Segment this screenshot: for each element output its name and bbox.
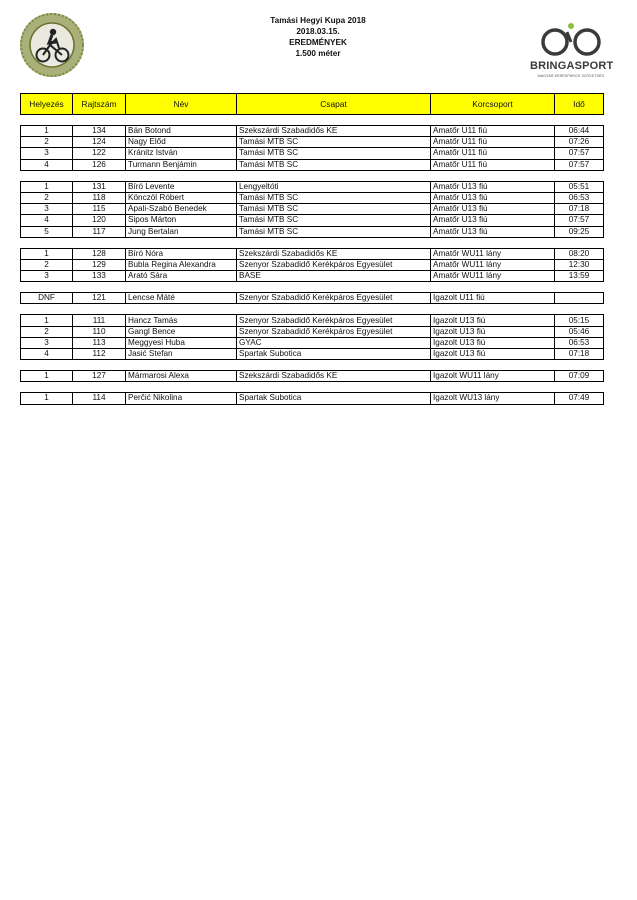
cell-placing: 1 bbox=[21, 181, 73, 192]
col-header-bib: Rajtszám bbox=[73, 94, 126, 115]
cell-bib: 110 bbox=[73, 326, 126, 337]
bicycle-icon bbox=[540, 22, 602, 58]
col-header-time: Idő bbox=[555, 94, 604, 115]
cell-placing: 3 bbox=[21, 337, 73, 348]
cell-bib: 120 bbox=[73, 215, 126, 226]
cell-placing: 3 bbox=[21, 148, 73, 159]
cell-time: 07:57 bbox=[555, 159, 604, 170]
cell-bib: 127 bbox=[73, 371, 126, 382]
cell-time: 05:15 bbox=[555, 315, 604, 326]
event-title: Tamási Hegyi Kupa 2018 bbox=[270, 16, 366, 25]
cell-bib: 111 bbox=[73, 315, 126, 326]
brand-name: BRINGASPORT bbox=[530, 60, 614, 72]
cell-bib: 117 bbox=[73, 226, 126, 237]
cell-category: Igazolt U11 fiú bbox=[431, 293, 555, 304]
results-table bbox=[20, 93, 604, 405]
group-spacer-cell bbox=[21, 237, 604, 248]
cell-bib: 129 bbox=[73, 259, 126, 270]
cell-placing: 2 bbox=[21, 137, 73, 148]
cell-team: Spartak Subotica bbox=[237, 393, 431, 404]
table-row bbox=[21, 349, 604, 360]
table-row bbox=[21, 148, 604, 159]
table-row bbox=[21, 126, 604, 137]
cell-team: Tamási MTB SC bbox=[237, 159, 431, 170]
cell-category: Igazolt WU13 lány bbox=[431, 393, 555, 404]
cell-bib: 121 bbox=[73, 293, 126, 304]
cell-team: Tamási MTB SC bbox=[237, 215, 431, 226]
cell-name: Gangl Bence bbox=[126, 326, 237, 337]
cell-placing: 1 bbox=[21, 393, 73, 404]
cell-time: 07:26 bbox=[555, 137, 604, 148]
table-row bbox=[21, 248, 604, 259]
cell-team: Szenyor Szabadidő Kerékpáros Egyesület bbox=[237, 259, 431, 270]
cell-placing: 5 bbox=[21, 226, 73, 237]
cell-placing: 1 bbox=[21, 315, 73, 326]
group-spacer bbox=[21, 237, 604, 248]
cell-placing: 3 bbox=[21, 204, 73, 215]
cell-team: Spartak Subotica bbox=[237, 349, 431, 360]
cell-category: Amatőr U13 fiú bbox=[431, 226, 555, 237]
cell-time: 08:20 bbox=[555, 248, 604, 259]
cell-category: Amatőr WU11 lány bbox=[431, 259, 555, 270]
cell-category: Amatőr WU11 lány bbox=[431, 271, 555, 282]
cell-name: Kránitz István bbox=[126, 148, 237, 159]
table-row bbox=[21, 204, 604, 215]
table-row bbox=[21, 326, 604, 337]
cell-category: Igazolt U13 fiú bbox=[431, 337, 555, 348]
cell-team: Tamási MTB SC bbox=[237, 204, 431, 215]
cell-placing: 2 bbox=[21, 192, 73, 203]
club-logo bbox=[19, 12, 85, 78]
cell-team: Szekszárdi Szabadidős KE bbox=[237, 248, 431, 259]
cell-category: Amatőr WU11 lány bbox=[431, 248, 555, 259]
cell-bib: 131 bbox=[73, 181, 126, 192]
cell-team: Szekszárdi Szabadidős KE bbox=[237, 126, 431, 137]
cell-category: Amatőr U13 fiú bbox=[431, 181, 555, 192]
cell-time: 06:44 bbox=[555, 126, 604, 137]
cell-team: Tamási MTB SC bbox=[237, 148, 431, 159]
cell-team: Szekszárdi Szabadidős KE bbox=[237, 371, 431, 382]
cell-time: 07:09 bbox=[555, 371, 604, 382]
group-spacer-cell bbox=[21, 282, 604, 293]
cell-team: Tamási MTB SC bbox=[237, 137, 431, 148]
table-row bbox=[21, 271, 604, 282]
group-spacer-cell bbox=[21, 382, 604, 393]
cell-bib: 128 bbox=[73, 248, 126, 259]
table-row bbox=[21, 259, 604, 270]
cell-placing: 2 bbox=[21, 326, 73, 337]
cell-category: Igazolt U13 fiú bbox=[431, 349, 555, 360]
cell-placing: DNF bbox=[21, 293, 73, 304]
cell-time: 06:53 bbox=[555, 192, 604, 203]
cell-name: Bíró Nóra bbox=[126, 248, 237, 259]
group-spacer bbox=[21, 170, 604, 181]
cell-name: Bubla Regina Alexandra bbox=[126, 259, 237, 270]
club-logo-emblem bbox=[19, 12, 85, 78]
cell-team: Lengyeltóti bbox=[237, 181, 431, 192]
table-row bbox=[21, 159, 604, 170]
cell-name: Arató Sára bbox=[126, 271, 237, 282]
cell-bib: 115 bbox=[73, 204, 126, 215]
table-row bbox=[21, 215, 604, 226]
cell-category: Amatőr U11 fiú bbox=[431, 126, 555, 137]
cell-name: Könczöl Róbert bbox=[126, 192, 237, 203]
cell-name: Bán Botond bbox=[126, 126, 237, 137]
table-row bbox=[21, 192, 604, 203]
cell-time: 13:59 bbox=[555, 271, 604, 282]
cell-name: Turmann Benjámin bbox=[126, 159, 237, 170]
brand-tagline: MAGYAR KERÉKPÁROS SZÖVETSÉG bbox=[537, 74, 605, 78]
cell-team: Tamási MTB SC bbox=[237, 192, 431, 203]
cell-bib: 113 bbox=[73, 337, 126, 348]
cell-time: 07:18 bbox=[555, 349, 604, 360]
cell-time: 05:51 bbox=[555, 181, 604, 192]
table-row bbox=[21, 137, 604, 148]
cell-category: Amatőr U13 fiú bbox=[431, 192, 555, 203]
cell-category: Amatőr U13 fiú bbox=[431, 204, 555, 215]
cell-team: Szenyor Szabadidő Kerékpáros Egyesület bbox=[237, 315, 431, 326]
cell-placing: 1 bbox=[21, 371, 73, 382]
group-spacer bbox=[21, 115, 604, 126]
group-spacer-cell bbox=[21, 360, 604, 371]
cell-bib: 134 bbox=[73, 126, 126, 137]
cell-category: Igazolt WU11 lány bbox=[431, 371, 555, 382]
cell-bib: 126 bbox=[73, 159, 126, 170]
col-header-name: Név bbox=[126, 94, 237, 115]
cell-name: Hancz Tamás bbox=[126, 315, 237, 326]
cell-category: Igazolt U13 fiú bbox=[431, 315, 555, 326]
group-spacer bbox=[21, 360, 604, 371]
results-header bbox=[218, 15, 418, 59]
group-spacer bbox=[21, 304, 604, 315]
cell-team: GYAC bbox=[237, 337, 431, 348]
group-spacer-cell bbox=[21, 115, 604, 126]
cell-name: Perčić Nikolina bbox=[126, 393, 237, 404]
cell-bib: 114 bbox=[73, 393, 126, 404]
cell-time: 07:57 bbox=[555, 215, 604, 226]
cell-name: Nagy Előd bbox=[126, 137, 237, 148]
race-distance: 1.500 méter bbox=[295, 49, 341, 58]
group-spacer-cell bbox=[21, 170, 604, 181]
col-header-team: Csapat bbox=[237, 94, 431, 115]
cell-category: Igazolt U13 fiú bbox=[431, 326, 555, 337]
cell-team: Szenyor Szabadidő Kerékpáros Egyesület bbox=[237, 326, 431, 337]
cell-category: Amatőr U11 fiú bbox=[431, 148, 555, 159]
table-row bbox=[21, 293, 604, 304]
cell-bib: 133 bbox=[73, 271, 126, 282]
event-date: 2018.03.15. bbox=[296, 27, 340, 36]
cell-bib: 124 bbox=[73, 137, 126, 148]
cell-name: Mármarosi Alexa bbox=[126, 371, 237, 382]
cell-time bbox=[555, 293, 604, 304]
cell-placing: 1 bbox=[21, 126, 73, 137]
header-row bbox=[21, 94, 604, 115]
cell-placing: 3 bbox=[21, 271, 73, 282]
cell-bib: 118 bbox=[73, 192, 126, 203]
cell-placing: 4 bbox=[21, 215, 73, 226]
cell-placing: 4 bbox=[21, 159, 73, 170]
cell-time: 12:30 bbox=[555, 259, 604, 270]
cell-time: 07:57 bbox=[555, 148, 604, 159]
bringasport-logo bbox=[530, 22, 612, 82]
cell-time: 07:18 bbox=[555, 204, 604, 215]
cell-bib: 112 bbox=[73, 349, 126, 360]
table-row bbox=[21, 393, 604, 404]
cell-placing: 4 bbox=[21, 349, 73, 360]
cell-team: Tamási MTB SC bbox=[237, 226, 431, 237]
results-heading: EREDMÉNYEK bbox=[289, 38, 347, 47]
cell-category: Amatőr U13 fiú bbox=[431, 215, 555, 226]
table-row bbox=[21, 371, 604, 382]
table-row bbox=[21, 337, 604, 348]
cell-team: BASE bbox=[237, 271, 431, 282]
group-spacer-cell bbox=[21, 304, 604, 315]
table-row bbox=[21, 181, 604, 192]
cell-name: Sipos Márton bbox=[126, 215, 237, 226]
cell-name: Meggyesi Huba bbox=[126, 337, 237, 348]
cell-time: 06:53 bbox=[555, 337, 604, 348]
cell-placing: 1 bbox=[21, 248, 73, 259]
group-spacer bbox=[21, 282, 604, 293]
cell-category: Amatőr U11 fiú bbox=[431, 137, 555, 148]
cell-time: 05:46 bbox=[555, 326, 604, 337]
table-row bbox=[21, 315, 604, 326]
cell-team: Szenyor Szabadidő Kerékpáros Egyesület bbox=[237, 293, 431, 304]
cell-time: 09:25 bbox=[555, 226, 604, 237]
col-header-category: Korcsoport bbox=[431, 94, 555, 115]
cell-name: Jasić Stefan bbox=[126, 349, 237, 360]
cell-placing: 2 bbox=[21, 259, 73, 270]
cell-name: Apali-Szabó Benedek bbox=[126, 204, 237, 215]
col-header-placing: Helyezés bbox=[21, 94, 73, 115]
table-row bbox=[21, 226, 604, 237]
group-spacer bbox=[21, 382, 604, 393]
cell-name: Bíró Levente bbox=[126, 181, 237, 192]
cell-name: Jung Bertalan bbox=[126, 226, 237, 237]
results-body bbox=[21, 115, 604, 405]
cell-bib: 122 bbox=[73, 148, 126, 159]
cell-name: Lencse Máté bbox=[126, 293, 237, 304]
cell-time: 07:49 bbox=[555, 393, 604, 404]
cell-category: Amatőr U11 fiú bbox=[431, 159, 555, 170]
